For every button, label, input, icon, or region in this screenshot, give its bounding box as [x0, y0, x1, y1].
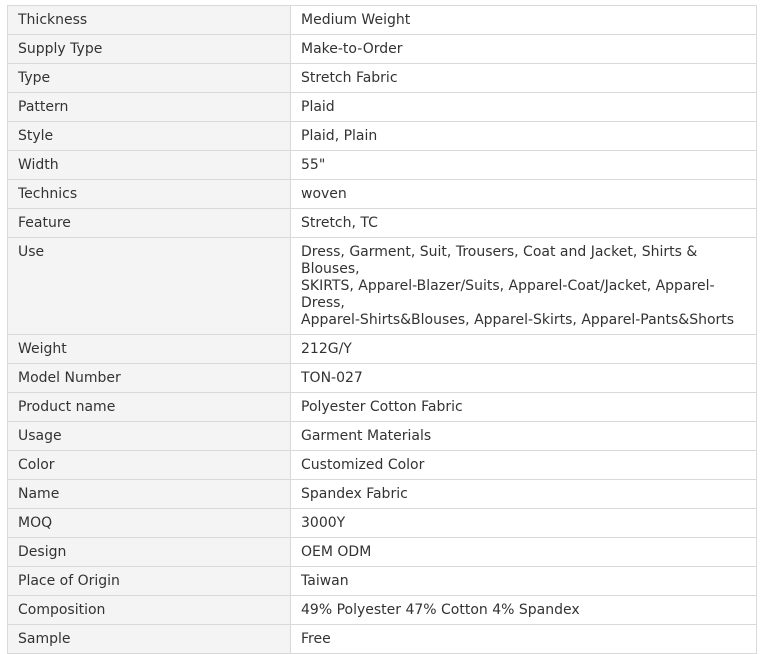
- spec-value: 212G/Y: [291, 335, 757, 364]
- spec-label: Type: [8, 64, 291, 93]
- table-row: [8, 238, 757, 335]
- table-row: [8, 35, 757, 64]
- spec-label: Product name: [8, 393, 291, 422]
- spec-label: Style: [8, 122, 291, 151]
- spec-label: Pattern: [8, 93, 291, 122]
- spec-value: [291, 238, 757, 335]
- table-row: [8, 509, 757, 538]
- spec-value: Polyester Cotton Fabric: [291, 393, 757, 422]
- spec-value: Taiwan: [291, 567, 757, 596]
- spec-value-line: Dress, Garment, Suit, Trousers, Coat and Jacket, Shirts & Blouses,: [301, 244, 698, 277]
- spec-value: Free: [291, 625, 757, 654]
- spec-value: woven: [291, 180, 757, 209]
- spec-label: Design: [8, 538, 291, 567]
- spec-value: Stretch Fabric: [291, 64, 757, 93]
- spec-value: Stretch, TC: [291, 209, 757, 238]
- table-row: [8, 422, 757, 451]
- spec-value: 3000Y: [291, 509, 757, 538]
- spec-label: Technics: [8, 180, 291, 209]
- spec-value: 55": [291, 151, 757, 180]
- spec-label: Composition: [8, 596, 291, 625]
- spec-value: Make-to-Order: [291, 35, 757, 64]
- spec-label: Thickness: [8, 6, 291, 35]
- spec-value: Plaid: [291, 93, 757, 122]
- table-row: [8, 93, 757, 122]
- spec-label: Sample: [8, 625, 291, 654]
- spec-value: Medium Weight: [291, 6, 757, 35]
- spec-label: Feature: [8, 209, 291, 238]
- spec-label: Model Number: [8, 364, 291, 393]
- spec-label: Name: [8, 480, 291, 509]
- spec-label: Color: [8, 451, 291, 480]
- spec-label: MOQ: [8, 509, 291, 538]
- spec-label: Supply Type: [8, 35, 291, 64]
- spec-value: Customized Color: [291, 451, 757, 480]
- table-row: [8, 364, 757, 393]
- table-row: [8, 180, 757, 209]
- spec-value: Spandex Fabric: [291, 480, 757, 509]
- spec-label: Use: [8, 238, 291, 335]
- table-row: [8, 122, 757, 151]
- spec-value: TON-027: [291, 364, 757, 393]
- table-row: [8, 480, 757, 509]
- spec-label: Usage: [8, 422, 291, 451]
- table-row: [8, 6, 757, 35]
- spec-label: Width: [8, 151, 291, 180]
- table-row: [8, 209, 757, 238]
- table-row: [8, 451, 757, 480]
- spec-value: Plaid, Plain: [291, 122, 757, 151]
- spec-value-line: SKIRTS, Apparel-Blazer/Suits, Apparel-Coat/Jacket, Apparel-Dress,: [301, 278, 715, 311]
- product-spec-table: [7, 5, 757, 654]
- spec-table-body: [8, 6, 757, 654]
- spec-value: Garment Materials: [291, 422, 757, 451]
- spec-value-line: Apparel-Shirts&Blouses, Apparel-Skirts, Apparel-Pants&Shorts: [301, 312, 735, 328]
- table-row: [8, 538, 757, 567]
- spec-value: 49% Polyester 47% Cotton 4% Spandex: [291, 596, 757, 625]
- table-row: [8, 596, 757, 625]
- table-row: [8, 335, 757, 364]
- table-row: [8, 567, 757, 596]
- table-row: [8, 393, 757, 422]
- table-row: [8, 64, 757, 93]
- spec-value: OEM ODM: [291, 538, 757, 567]
- table-row: [8, 151, 757, 180]
- spec-label: Place of Origin: [8, 567, 291, 596]
- spec-label: Weight: [8, 335, 291, 364]
